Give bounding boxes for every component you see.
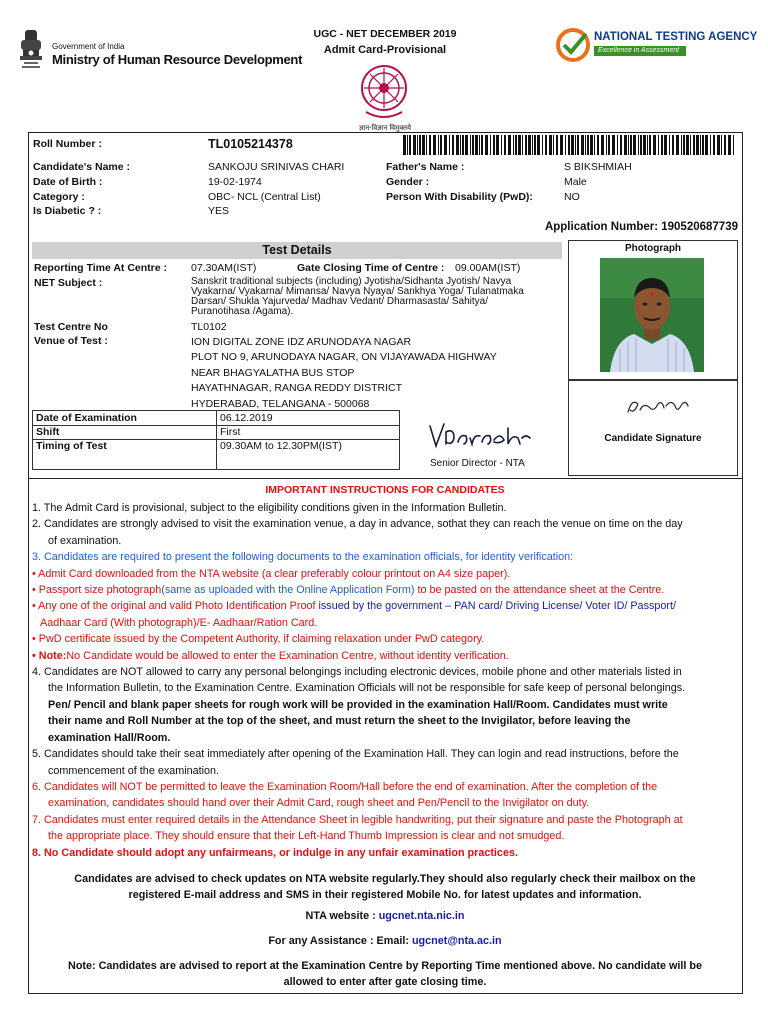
exam-date-label: Date of Examination bbox=[33, 411, 217, 426]
instructions-list bbox=[32, 500, 738, 861]
barcode-bar bbox=[733, 135, 734, 155]
national-emblem-icon bbox=[14, 28, 48, 74]
barcode-bar bbox=[449, 135, 450, 155]
barcode-bar bbox=[518, 135, 521, 155]
barcode-bar bbox=[575, 135, 576, 155]
gate-closing-value: 09.00AM(IST) bbox=[455, 262, 521, 274]
barcode-bar bbox=[470, 135, 471, 155]
barcode-bar bbox=[456, 135, 459, 155]
assistance-label: For any Assistance : Email: bbox=[268, 935, 412, 947]
barcode-bar bbox=[419, 135, 421, 155]
category-value: OBC- NCL (Central List) bbox=[208, 191, 321, 203]
bullet-part: to be pasted on the attendance sheet at the Centre. bbox=[414, 584, 665, 597]
bullet-part: • Passport size photograph bbox=[32, 584, 162, 597]
barcode-bar bbox=[508, 135, 511, 155]
instruction-item: 7. Candidates must enter required details in the Attendance Sheet in legible handwriting, put their signature and paste the Photograph at bbox=[32, 813, 683, 826]
barcode-bar bbox=[409, 135, 411, 155]
barcode-bar bbox=[513, 135, 514, 155]
instruction-bullet: • PwD certificate issued by the Competent Authority, if claiming relaxation under PwD category. bbox=[32, 633, 485, 646]
barcode-bar bbox=[429, 135, 431, 155]
net-subject-line: Vyakarna/ Vyakarna/ Mimansa/ Navya Nyaya/ Sankhya Yoga/ Tulanatmaka bbox=[191, 286, 524, 297]
test-centre-no-label: Test Centre No bbox=[34, 321, 108, 333]
diabetic-label: Is Diabetic ? : bbox=[33, 205, 102, 217]
barcode-bar bbox=[630, 135, 632, 155]
barcode-bar bbox=[705, 135, 708, 155]
barcode-bar bbox=[417, 135, 418, 155]
govt-of-india-text: Government of India bbox=[52, 42, 125, 51]
barcode-bar bbox=[594, 135, 595, 155]
timing-label: Timing of Test bbox=[33, 440, 217, 470]
barcode-bar bbox=[496, 135, 499, 155]
barcode-bar bbox=[664, 135, 667, 155]
barcode-bar bbox=[681, 135, 682, 155]
barcode-bar bbox=[638, 135, 639, 155]
barcode-bar bbox=[653, 135, 656, 155]
barcode-bar bbox=[565, 135, 566, 155]
director-signature-icon bbox=[424, 418, 536, 452]
nta-tagline: Excellence in Assessment bbox=[594, 46, 686, 56]
instruction-item: of examination. bbox=[48, 534, 122, 547]
roll-number-value: TL0105214378 bbox=[208, 137, 293, 151]
instruction-item: examination Hall/Room. bbox=[48, 731, 171, 744]
venue-label: Venue of Test : bbox=[34, 335, 108, 347]
dob-label: Date of Birth : bbox=[33, 176, 103, 188]
barcode-bar bbox=[649, 135, 651, 155]
instruction-bullet: Aadhaar Card (With photograph)/E- Aadhaar/Ration Card. bbox=[40, 616, 318, 629]
admit-card-title: Admit Card-Provisional bbox=[323, 44, 447, 56]
net-subject-line: Sanskrit traditional subjects (including) Jyotisha/Sidhanta Jyotish/ Navya bbox=[191, 276, 512, 287]
reporting-time-label: Reporting Time At Centre : bbox=[34, 262, 168, 274]
ugc-motto: ज्ञान-विज्ञान विमुक्तये bbox=[358, 125, 412, 132]
barcode-bar bbox=[633, 135, 636, 155]
bullet-part: • Note: bbox=[32, 649, 67, 662]
pwd-label: Person With Disability (PwD): bbox=[386, 191, 533, 203]
instruction-item: the Information Bulletin, to the Examination Centre. Examination Officials will not be responsible for safe keep of personal belongings. bbox=[48, 682, 686, 695]
barcode-bar bbox=[676, 135, 679, 155]
barcode-bar bbox=[606, 135, 607, 155]
barcode-bar bbox=[643, 135, 646, 155]
instruction-item: 1. The Admit Card is provisional, subject to the eligibility conditions given in the Information Bulletin. bbox=[32, 502, 507, 514]
nta-name: NATIONAL TESTING AGENCY bbox=[594, 31, 758, 43]
barcode-bar bbox=[672, 135, 674, 155]
barcode-bar bbox=[515, 135, 517, 155]
ministry-name: Ministry of Human Resource Development bbox=[52, 52, 303, 67]
barcode-bar bbox=[587, 135, 589, 155]
barcode-bar bbox=[475, 135, 478, 155]
barcode-bar bbox=[481, 135, 483, 155]
barcode-bar bbox=[585, 135, 586, 155]
barcode-bar bbox=[581, 135, 584, 155]
barcode-bar bbox=[700, 135, 701, 155]
barcode-bar bbox=[577, 135, 579, 155]
barcode-bar bbox=[658, 135, 659, 155]
venue-line: HAYATHNAGAR, RANGA REDDY DISTRICT bbox=[191, 382, 402, 395]
venue-line: ION DIGITAL ZONE IDZ ARUNODAYA NAGAR bbox=[191, 336, 412, 348]
director-title: Senior Director - NTA bbox=[430, 458, 525, 469]
barcode-bar bbox=[440, 135, 442, 155]
candidate-name-value: SANKOJU SRINIVAS CHARI bbox=[208, 161, 345, 173]
barcode-bar bbox=[490, 135, 491, 155]
barcode-bar bbox=[560, 135, 563, 155]
barcode-bar bbox=[608, 135, 610, 155]
instruction-bullet: • Admit Card downloaded from the NTA website (a clear preferably colour printout on A4 size paper). bbox=[32, 567, 511, 580]
barcode-bar bbox=[522, 135, 523, 155]
barcode-bar bbox=[403, 135, 406, 155]
barcode-bar bbox=[713, 135, 715, 155]
diabetic-value: YES bbox=[208, 205, 230, 217]
instruction-item: examination, candidates should hand over their Admit Card, rough sheet and Pen/Pencil to the Invigilator on duty. bbox=[48, 797, 590, 810]
barcode-bar bbox=[407, 135, 408, 155]
instruction-item: 5. Candidates should take their seat immediately after opening of the Examination Hall. They can login and read instructions, before the bbox=[32, 748, 679, 761]
pwd-value: NO bbox=[564, 191, 580, 203]
barcode-bar bbox=[620, 135, 622, 155]
barcode-bar bbox=[444, 135, 447, 155]
barcode-bar bbox=[612, 135, 615, 155]
net-subject-value bbox=[191, 277, 561, 317]
instruction-item: their name and Roll Number at the top of the sheet, and must return the sheet to the Invigilator, before leaving the bbox=[48, 715, 631, 728]
venue-line: NEAR BHAGYALATHA BUS STOP bbox=[191, 366, 355, 379]
barcode-bar bbox=[696, 135, 699, 155]
barcode-bar bbox=[426, 135, 427, 155]
shift-value: First bbox=[217, 425, 400, 440]
barcode-bar bbox=[472, 135, 474, 155]
barcode-bar bbox=[438, 135, 439, 155]
barcode-bar bbox=[537, 135, 540, 155]
assistance-email-link[interactable]: ugcnet@nta.ac.in bbox=[411, 935, 502, 947]
instruction-item: 2. Candidates are strongly advised to visit the examination venue, a day in advance, sothat they can reach the venue on time on the day bbox=[32, 518, 683, 531]
instruction-bullet bbox=[32, 582, 738, 598]
assistance-line bbox=[32, 935, 738, 947]
application-number bbox=[545, 221, 738, 233]
test-centre-no-value: TL0102 bbox=[191, 321, 227, 333]
table-row bbox=[33, 411, 400, 426]
barcode-bar bbox=[485, 135, 488, 155]
gender-value: Male bbox=[564, 176, 587, 188]
barcode-bar bbox=[571, 135, 574, 155]
barcode-bar bbox=[433, 135, 436, 155]
barcode bbox=[403, 135, 736, 155]
timing-value: 09.30AM to 12.30PM(IST) bbox=[217, 440, 400, 470]
nta-logo-icon bbox=[556, 28, 590, 62]
director-signature-text: VnParashar bbox=[424, 418, 430, 419]
instruction-item: 4. Candidates are NOT allowed to carry any personal belongings including electronic devices, mobile phone and other materials listed in bbox=[32, 666, 682, 679]
advisory-text bbox=[32, 871, 738, 903]
barcode-bar bbox=[728, 135, 731, 155]
table-row bbox=[33, 425, 400, 440]
barcode-bar bbox=[647, 135, 648, 155]
reporting-time-value: 07.30AM(IST) bbox=[191, 262, 257, 274]
barcode-bar bbox=[528, 135, 531, 155]
barcode-bar bbox=[724, 135, 726, 155]
barcode-bar bbox=[568, 135, 570, 155]
candidate-name-label: Candidate's Name : bbox=[33, 161, 131, 173]
barcode-bar bbox=[504, 135, 506, 155]
barcode-bar bbox=[532, 135, 533, 155]
final-note bbox=[32, 958, 738, 990]
instruction-item: Pen/ Pencil and blank paper sheets for rough work will be provided in the examination Hall/Room. Candidates must write bbox=[48, 698, 668, 711]
gender-label: Gender : bbox=[386, 176, 430, 188]
barcode-bar bbox=[493, 135, 495, 155]
barcode-bar bbox=[693, 135, 695, 155]
instruction-item: commencement of the examination. bbox=[48, 764, 220, 777]
instruction-bullet bbox=[32, 598, 738, 614]
nta-website-line bbox=[32, 910, 738, 922]
shift-label: Shift bbox=[33, 425, 217, 440]
father-name-label: Father's Name : bbox=[386, 161, 465, 173]
category-label: Category : bbox=[33, 191, 85, 203]
barcode-bar bbox=[542, 135, 543, 155]
father-name-value: S BIKSHMIAH bbox=[564, 161, 632, 173]
barcode-bar bbox=[545, 135, 547, 155]
roll-number-label: Roll Number : bbox=[33, 138, 102, 150]
barcode-bar bbox=[702, 135, 704, 155]
barcode-bar bbox=[479, 135, 480, 155]
barcode-bar bbox=[534, 135, 536, 155]
barcode-bar bbox=[628, 135, 629, 155]
application-number-value: 190520687739 bbox=[661, 221, 738, 233]
section-divider bbox=[29, 478, 742, 479]
barcode-bar bbox=[624, 135, 627, 155]
venue-line: PLOT NO 9, ARUNODAYA NAGAR, ON VIJAYAWADA HIGHWAY bbox=[191, 351, 497, 364]
venue-address bbox=[191, 335, 497, 412]
nta-website-label: NTA website : bbox=[305, 910, 379, 922]
advisory-line: Candidates are advised to check updates on NTA website regularly.They should also regularly check their mailbox on the bbox=[74, 873, 696, 885]
exam-date-value: 06.12.2019 bbox=[217, 411, 400, 426]
barcode-bar bbox=[556, 135, 558, 155]
photograph-label: Photograph bbox=[624, 243, 682, 254]
barcode-bar bbox=[553, 135, 554, 155]
nta-website-link[interactable]: ugcnet.nta.nic.in bbox=[378, 910, 465, 922]
exam-schedule-table bbox=[32, 410, 400, 470]
instruction-item: 8. No Candidate should adopt any unfairmeans, or indulge in any unfair examination practices. bbox=[32, 846, 518, 859]
barcode-bar bbox=[717, 135, 720, 155]
barcode-bar bbox=[661, 135, 663, 155]
instruction-bullet bbox=[32, 648, 738, 664]
note-line: allowed to enter after gate closing time. bbox=[283, 976, 487, 988]
bullet-part: issued by the government – PAN card/ Driving License/ Voter ID/ Passport/ bbox=[318, 600, 676, 613]
bullet-part: • Any one of the original and valid Photo Identification Proof bbox=[32, 600, 319, 613]
net-subject-line: Puranotihasa /Agama). bbox=[191, 306, 294, 317]
barcode-bar bbox=[549, 135, 552, 155]
note-line: Note: Candidates are advised to report at the Examination Centre by Reporting Time mentioned above. No candidate will be bbox=[68, 960, 702, 972]
barcode-bar bbox=[617, 135, 618, 155]
barcode-bar bbox=[590, 135, 593, 155]
candidate-signature-icon bbox=[624, 394, 692, 420]
barcode-bar bbox=[460, 135, 461, 155]
ugc-logo-icon bbox=[356, 64, 412, 120]
barcode-bar bbox=[721, 135, 722, 155]
table-row bbox=[33, 440, 400, 470]
application-number-label: Application Number: bbox=[544, 221, 659, 233]
instruction-item: 3. Candidates are required to present the following documents to the examination officials, for identity verification: bbox=[32, 551, 574, 564]
barcode-bar bbox=[669, 135, 670, 155]
barcode-bar bbox=[710, 135, 711, 155]
instruction-item: 6. Candidates will NOT be permitted to leave the Examination Room/Hall before the end of examination. After the completion of the bbox=[32, 780, 658, 793]
instruction-item: the appropriate place. They should ensure that their Left-Hand Thumb Impression is clear and not smudged. bbox=[48, 830, 565, 843]
venue-line: HYDERABAD, TELANGANA - 500068 bbox=[191, 397, 370, 410]
barcode-bar bbox=[452, 135, 454, 155]
net-subject-line: Darsan/ Shukla Yajurveda/ Madhav Vedant/ Dharmasasta/ Sahitya/ bbox=[191, 296, 489, 307]
test-details-heading: Test Details bbox=[32, 242, 562, 259]
barcode-bar bbox=[640, 135, 642, 155]
gate-closing-label: Gate Closing Time of Centre : bbox=[297, 262, 445, 274]
barcode-bar bbox=[601, 135, 604, 155]
advisory-line: registered E-mail address and SMS in their registered Mobile No. for latest updates and information. bbox=[128, 889, 642, 901]
barcode-bar bbox=[465, 135, 468, 155]
exam-title: UGC - NET DECEMBER 2019 bbox=[313, 28, 457, 40]
dob-value: 19-02-1974 bbox=[208, 176, 262, 188]
barcode-bar bbox=[690, 135, 691, 155]
candidate-photo bbox=[600, 258, 704, 372]
bullet-part: (same as uploaded with the Online Application Form) bbox=[161, 584, 415, 597]
net-subject-label: NET Subject : bbox=[34, 277, 103, 289]
bullet-part: No Candidate would be allowed to enter the Examination Centre, without identity verification. bbox=[66, 649, 509, 662]
barcode-bar bbox=[525, 135, 527, 155]
barcode-bar bbox=[422, 135, 425, 155]
barcode-bar bbox=[413, 135, 416, 155]
barcode-bar bbox=[683, 135, 685, 155]
instructions-heading: IMPORTANT INSTRUCTIONS FOR CANDIDATES bbox=[265, 484, 505, 496]
barcode-bar bbox=[501, 135, 502, 155]
candidate-signature-label: Candidate Signature bbox=[604, 433, 702, 444]
barcode-bar bbox=[462, 135, 464, 155]
barcode-bar bbox=[597, 135, 599, 155]
barcode-bar bbox=[686, 135, 689, 155]
